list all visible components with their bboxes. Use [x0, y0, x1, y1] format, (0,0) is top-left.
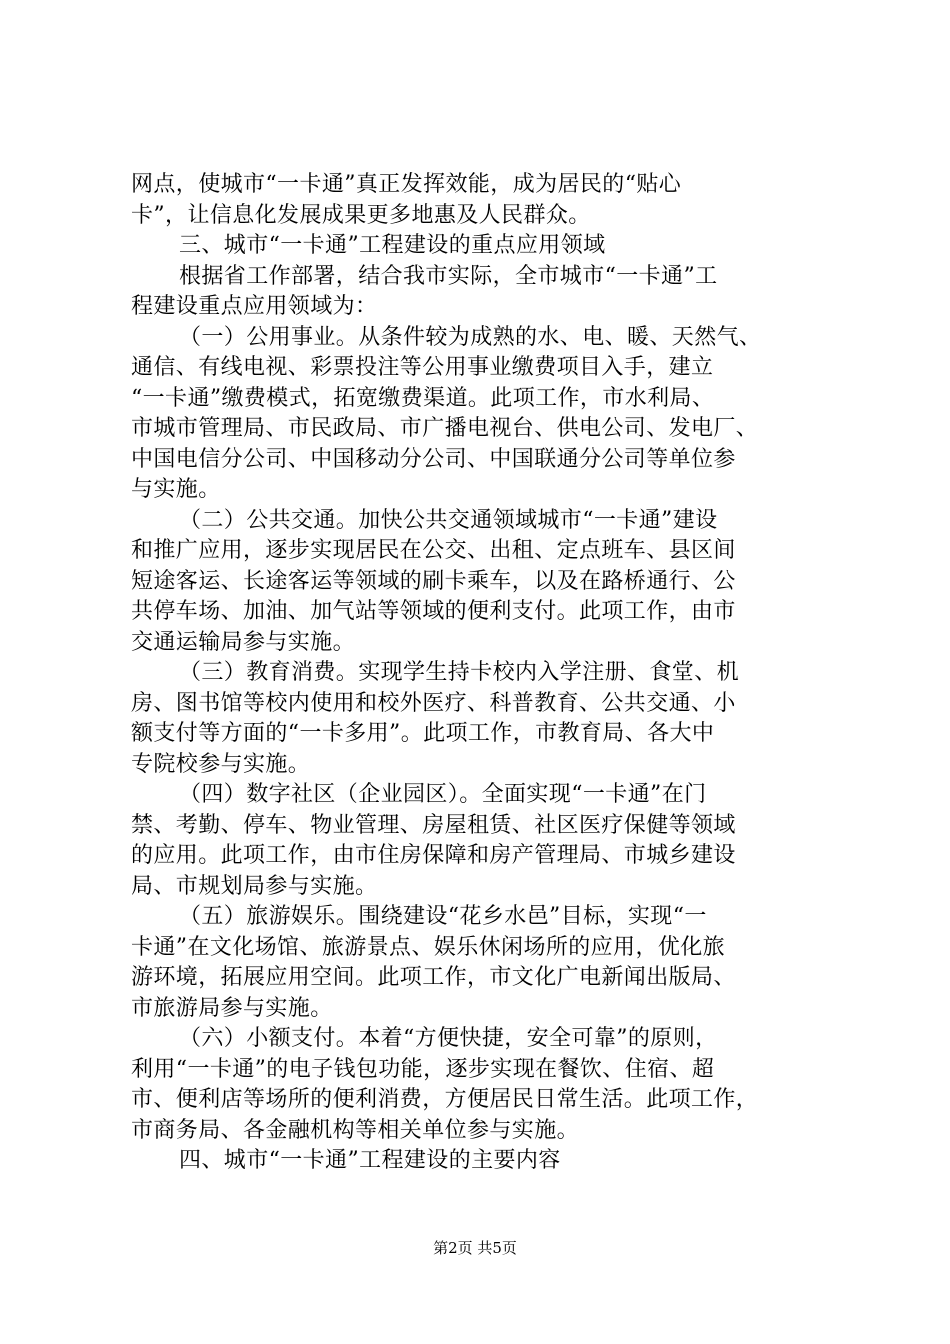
text-line: 中国电信分公司、中国移动分公司、中国联通分公司等单位参 — [131, 446, 736, 472]
text-line: （五）旅游娱乐。围绕建设“花乡水邑”目标，实现“一 — [179, 904, 707, 929]
text-line: 的应用。此项工作，由市住房保障和房产管理局、市城乡建设 — [131, 843, 736, 868]
section-heading: 四、城市“一卡通”工程建设的主要内容 — [179, 1148, 561, 1173]
text-line: 共停车场、加油、加气站等领域的便利支付。此项工作，由市 — [131, 599, 736, 624]
text-line: （二）公共交通。加快公共交通领域城市“一卡通”建设 — [179, 507, 718, 533]
text-line: 利用“一卡通”的电子钱包功能，逐步实现在餐饮、住宿、超 — [131, 1056, 715, 1082]
text-line: 和推广应用，逐步实现居民在公交、出租、定点班车、县区间 — [131, 538, 736, 563]
text-line: 游环境，拓展应用空间。此项工作，市文化广电新闻出版局、 — [131, 965, 736, 990]
text-line: （一）公用事业。从条件较为成熟的水、电、暖、天然气、 — [179, 324, 762, 350]
text-line: 卡”，让信息化发展成果更多地惠及人民群众。 — [131, 202, 591, 228]
text-line: “一卡通”缴费模式，拓宽缴费渠道。此项工作，市水利局、 — [131, 385, 715, 411]
page-footer: 第2页 共5页 — [433, 1239, 517, 1257]
text-line: 市、便利店等场所的便利消费，方便居民日常生活。此项工作， — [131, 1087, 759, 1112]
document-body — [131, 170, 831, 1177]
text-line: 局、市规划局参与实施。 — [131, 873, 378, 899]
text-line: 市城市管理局、市民政局、市广播电视台、供电公司、发电厂、 — [131, 416, 759, 441]
text-line: 网点，使城市“一卡通”真正发挥效能，成为居民的“贴心 — [131, 172, 682, 197]
text-line: 卡通”在文化场馆、旅游景点、娱乐休闲场所的应用，优化旅 — [131, 934, 726, 960]
text-line: 通信、有线电视、彩票投注等公用事业缴费项目入手，建立 — [131, 355, 714, 380]
text-line: 与实施。 — [131, 477, 221, 502]
section-heading: 三、城市“一卡通”工程建设的重点应用领域 — [179, 233, 606, 258]
text-line: 房、图书馆等校内使用和校外医疗、科普教育、公共交通、小 — [131, 690, 736, 716]
text-line: （六）小额支付。本着“方便快捷，安全可靠”的原则， — [179, 1026, 718, 1051]
text-line: 交通运输局参与实施。 — [131, 629, 356, 655]
text-line: 市旅游局参与实施。 — [131, 995, 333, 1021]
text-line: 程建设重点应用领域为： — [131, 294, 378, 319]
text-line: 市商务局、各金融机构等相关单位参与实施。 — [131, 1117, 580, 1143]
text-line: （四）数字社区（企业园区）。全面实现“一卡通”在门 — [179, 782, 707, 807]
text-line: （三）教育消费。实现学生持卡校内入学注册、食堂、机 — [179, 660, 740, 685]
text-line: 额支付等方面的“一卡多用”。此项工作，市教育局、各大中 — [131, 721, 715, 746]
text-line: 短途客运、长途客运等领域的刷卡乘车，以及在路桥通行、公 — [131, 568, 736, 594]
text-line: 根据省工作部署，结合我市实际，全市城市“一卡通”工 — [179, 263, 718, 289]
text-line: 专院校参与实施。 — [131, 751, 311, 777]
text-line: 禁、考勤、停车、物业管理、房屋租赁、社区医疗保健等领域 — [131, 812, 736, 838]
